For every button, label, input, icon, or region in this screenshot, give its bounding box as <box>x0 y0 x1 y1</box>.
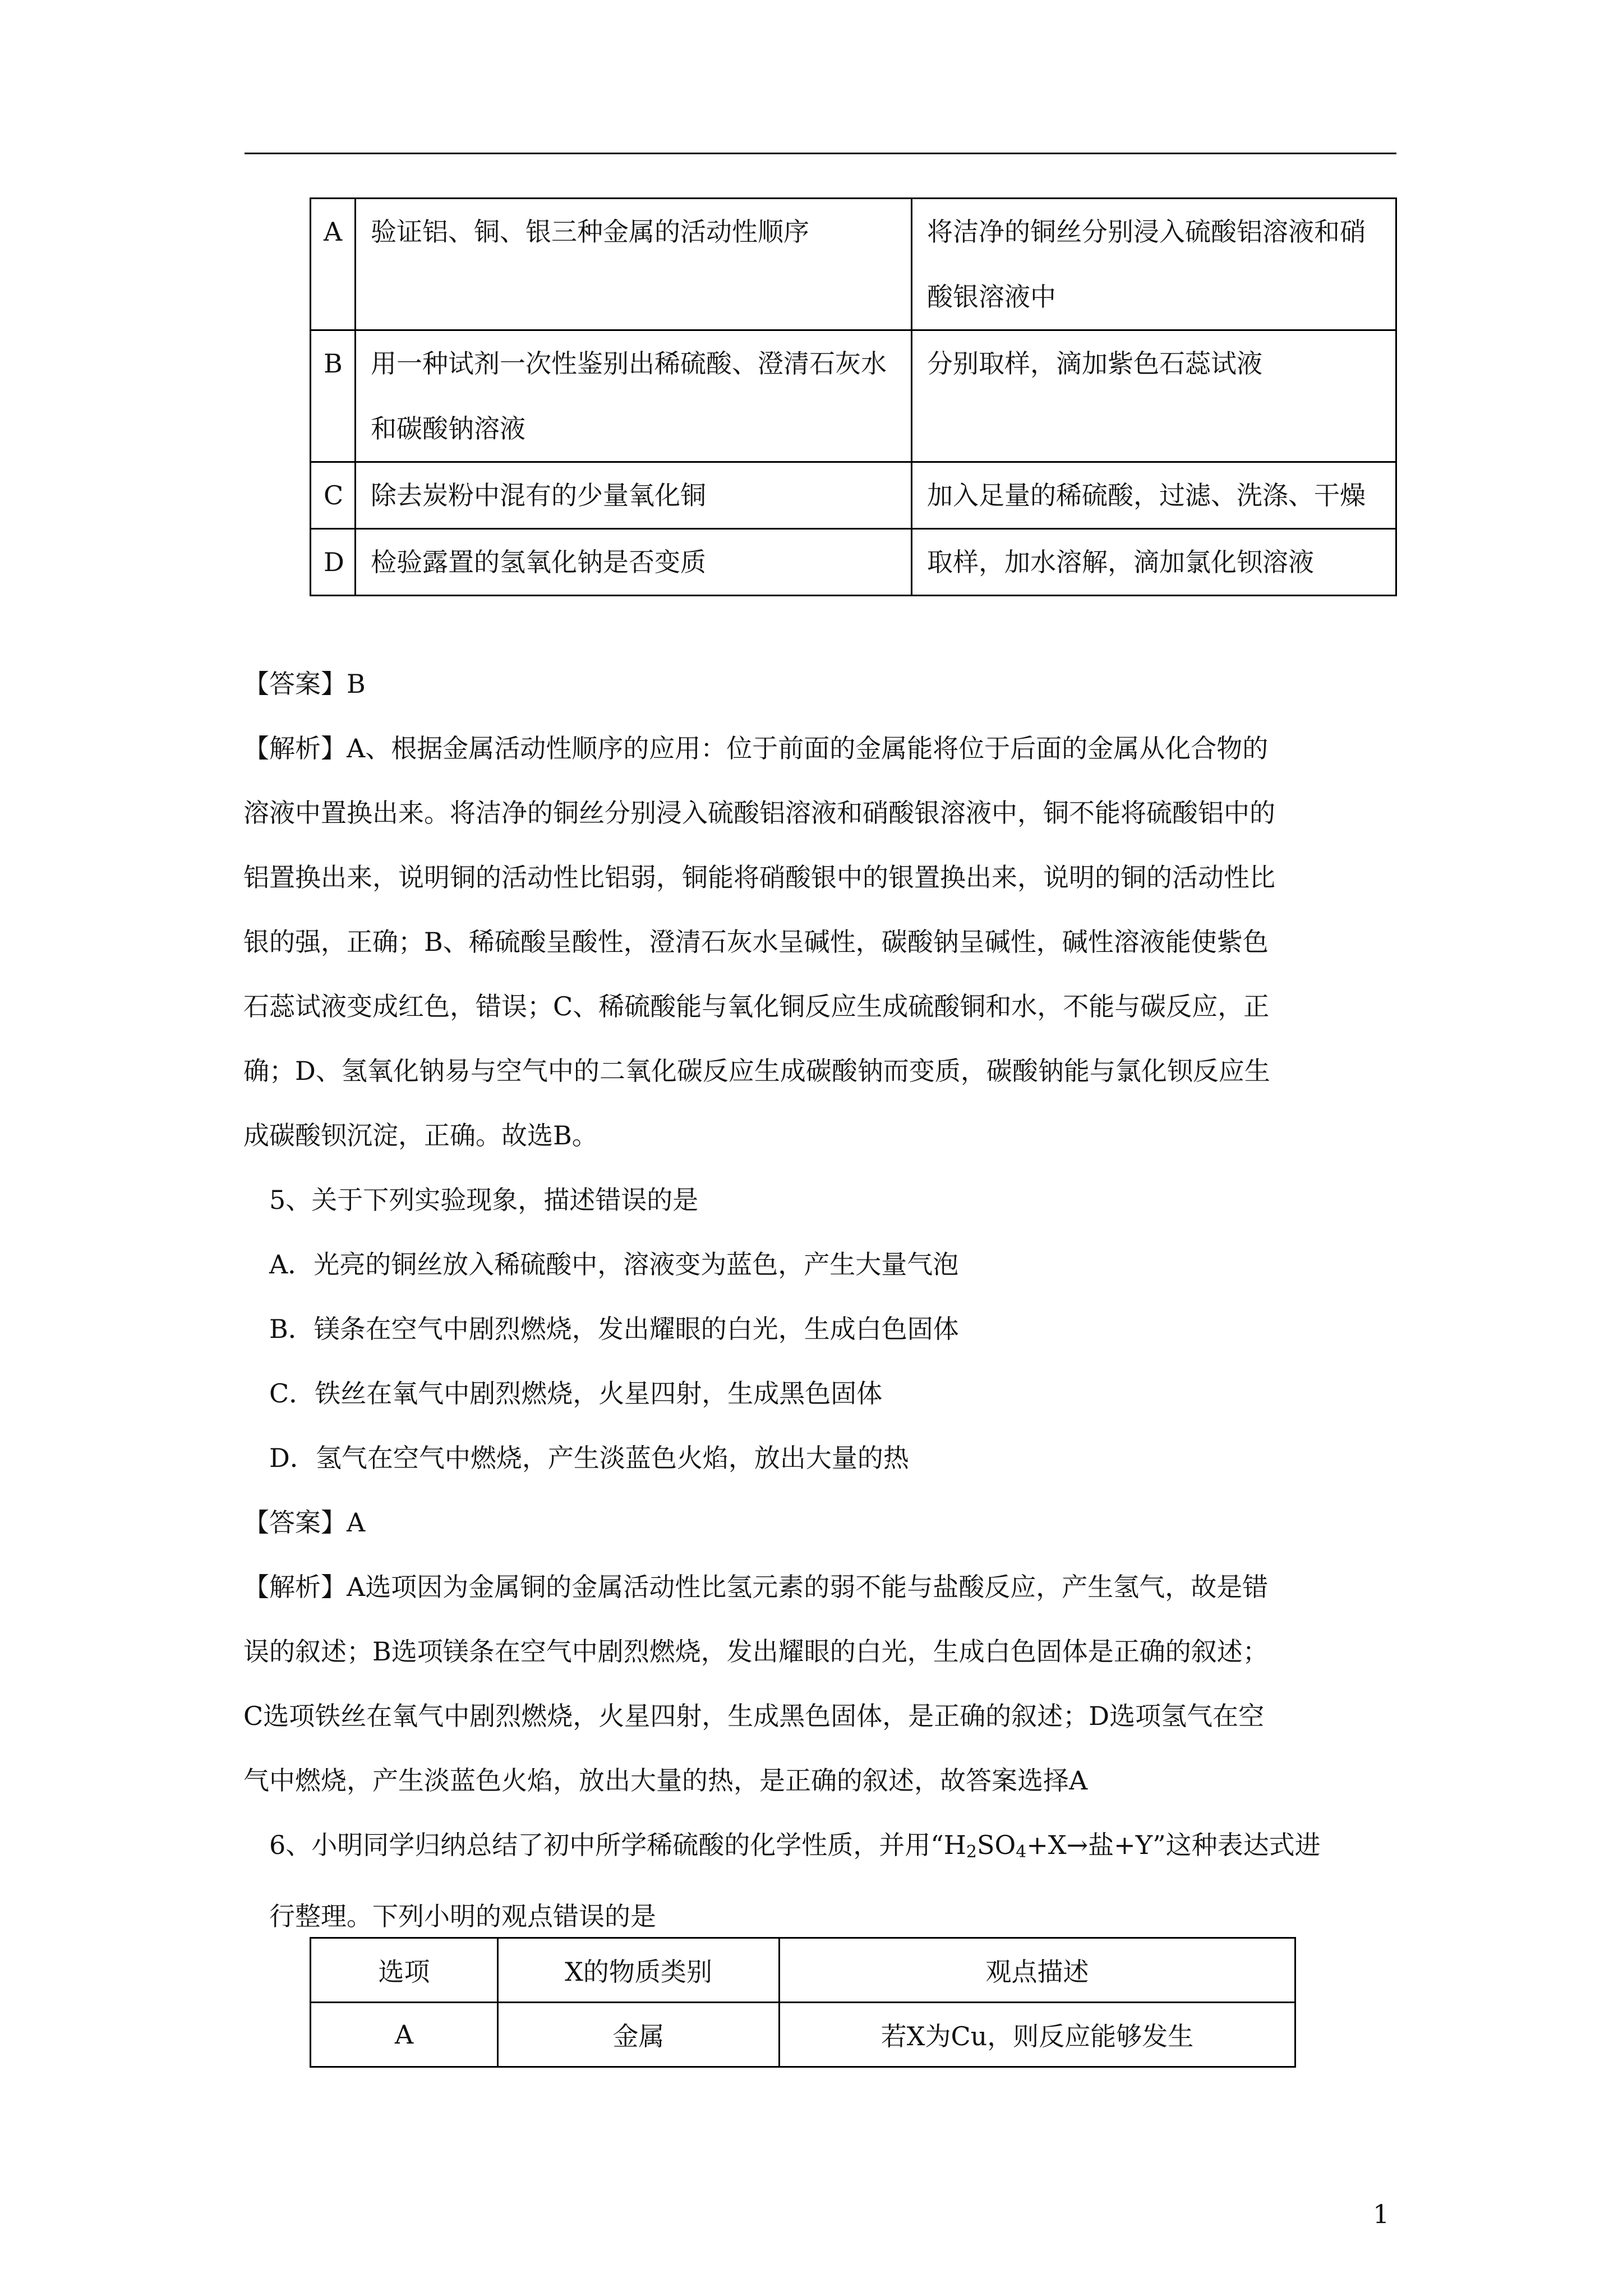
table-row <box>311 529 1396 596</box>
experiment-purpose: 除去炭粉中混有的少量氧化铜 <box>356 462 912 529</box>
q6-table <box>310 1937 1296 2068</box>
table-row <box>311 330 1396 462</box>
q5-answer: 【答案】A <box>243 1507 366 1538</box>
analysis-line: C选项铁丝在氧气中剧烈燃烧，火星四射，生成黑色固体，是正确的叙述；D选项氢气在空 <box>243 1701 1265 1731</box>
q5-stem: 5、关于下列实验现象，描述错误的是 <box>269 1185 699 1215</box>
q5-options <box>269 1232 1387 1490</box>
analysis-line: 铝置换出来，说明铜的活动性比铝弱，铜能将硝酸银中的银置换出来，说明的铜的活动性比 <box>243 862 1275 892</box>
q4-answer: 【答案】B <box>243 669 366 699</box>
experiment-method: 取样，加水溶解，滴加氯化钡溶液 <box>912 529 1396 596</box>
column-header: 观点描述 <box>780 1938 1295 2003</box>
table-row <box>311 199 1396 330</box>
choice-d: D．氢气在空气中燃烧，产生淡蓝色火焰，放出大量的热 <box>269 1443 909 1473</box>
choice-b: B．镁条在空气中剧烈燃烧，发出耀眼的白光，生成白色固体 <box>269 1314 959 1344</box>
table-row <box>311 2003 1295 2067</box>
analysis-line: 石蕊试液变成红色，错误；C、稀硫酸能与氧化铜反应生成硫酸铜和水，不能与碳反应，正 <box>243 991 1270 1022</box>
column-header: 选项 <box>311 1938 498 2003</box>
table-cell: 金属 <box>498 2003 780 2067</box>
analysis-line: 成碳酸钡沉淀，正确。故选B。 <box>243 1120 598 1151</box>
experiment-method: 将洁净的铜丝分别浸入硫酸铝溶液和硝酸银溶液中 <box>912 199 1396 330</box>
q6-stem-line2: 行整理。下列小明的观点错误的是 <box>269 1901 656 1931</box>
column-header: X的物质类别 <box>498 1938 780 2003</box>
analysis-line: 【解析】A选项因为金属铜的金属活动性比氢元素的弱不能与盐酸反应，产生氢气，故是错 <box>243 1572 1269 1602</box>
analysis-line: 溶液中置换出来。将洁净的铜丝分别浸入硫酸铝溶液和硝酸银溶液中，铜不能将硫酸铝中的 <box>243 798 1275 828</box>
experiment-method: 加入足量的稀硫酸，过滤、洗涤、干燥 <box>912 462 1396 529</box>
analysis-line: 【解析】A、根据金属活动性顺序的应用：位于前面的金属能将位于后面的金属从化合物的 <box>243 733 1269 763</box>
experiment-method: 分别取样，滴加紫色石蕊试液 <box>912 330 1396 462</box>
table-cell: 若X为Cu，则反应能够发生 <box>780 2003 1295 2067</box>
analysis-line: 银的强，正确；B、稀硫酸呈酸性，澄清石灰水呈碱性，碳酸钠呈碱性，碱性溶液能使紫色 <box>243 927 1269 957</box>
choice-a: A．光亮的铜丝放入稀硫酸中，溶液变为蓝色，产生大量气泡 <box>269 1249 959 1280</box>
analysis-line: 误的叙述；B选项镁条在空气中剧烈燃烧，发出耀眼的白光，生成白色固体是正确的叙述； <box>243 1636 1269 1667</box>
header-rule <box>245 153 1396 154</box>
q6-stem <box>269 1813 1387 1949</box>
choice-c: C．铁丝在氧气中剧烈燃烧，火星四射，生成黑色固体 <box>269 1378 883 1409</box>
analysis-line: 确；D、氢氧化钠易与空气中的二氧化碳反应生成碳酸钠而变质，碳酸钠能与氯化钡反应生 <box>243 1056 1270 1086</box>
table-cell: A <box>311 2003 498 2067</box>
experiment-options-table <box>310 197 1397 596</box>
option-label: B <box>311 330 356 462</box>
table-header-row <box>311 1938 1295 2003</box>
option-label: D <box>311 529 356 596</box>
q6-stem-line1: 6、小明同学归纳总结了初中所学稀硫酸的化学性质，并用“$H_2SO_4+X\to$盐+Y”这种表达式进 <box>269 1830 1321 1862</box>
table-row <box>311 462 1396 529</box>
option-label: A <box>311 199 356 330</box>
option-label: C <box>311 462 356 529</box>
experiment-purpose: 用一种试剂一次性鉴别出稀硫酸、澄清石灰水和碳酸钠溶液 <box>356 330 912 462</box>
q5-analysis <box>243 1555 1387 1813</box>
analysis-line: 气中燃烧，产生淡蓝色火焰，放出大量的热，是正确的叙述，故答案选择A <box>243 1765 1088 1796</box>
q4-analysis <box>243 716 1387 1168</box>
page-number: 1 <box>1373 2199 1390 2229</box>
experiment-purpose: 验证铝、铜、银三种金属的活动性顺序 <box>356 199 912 330</box>
experiment-purpose: 检验露置的氢氧化钠是否变质 <box>356 529 912 596</box>
